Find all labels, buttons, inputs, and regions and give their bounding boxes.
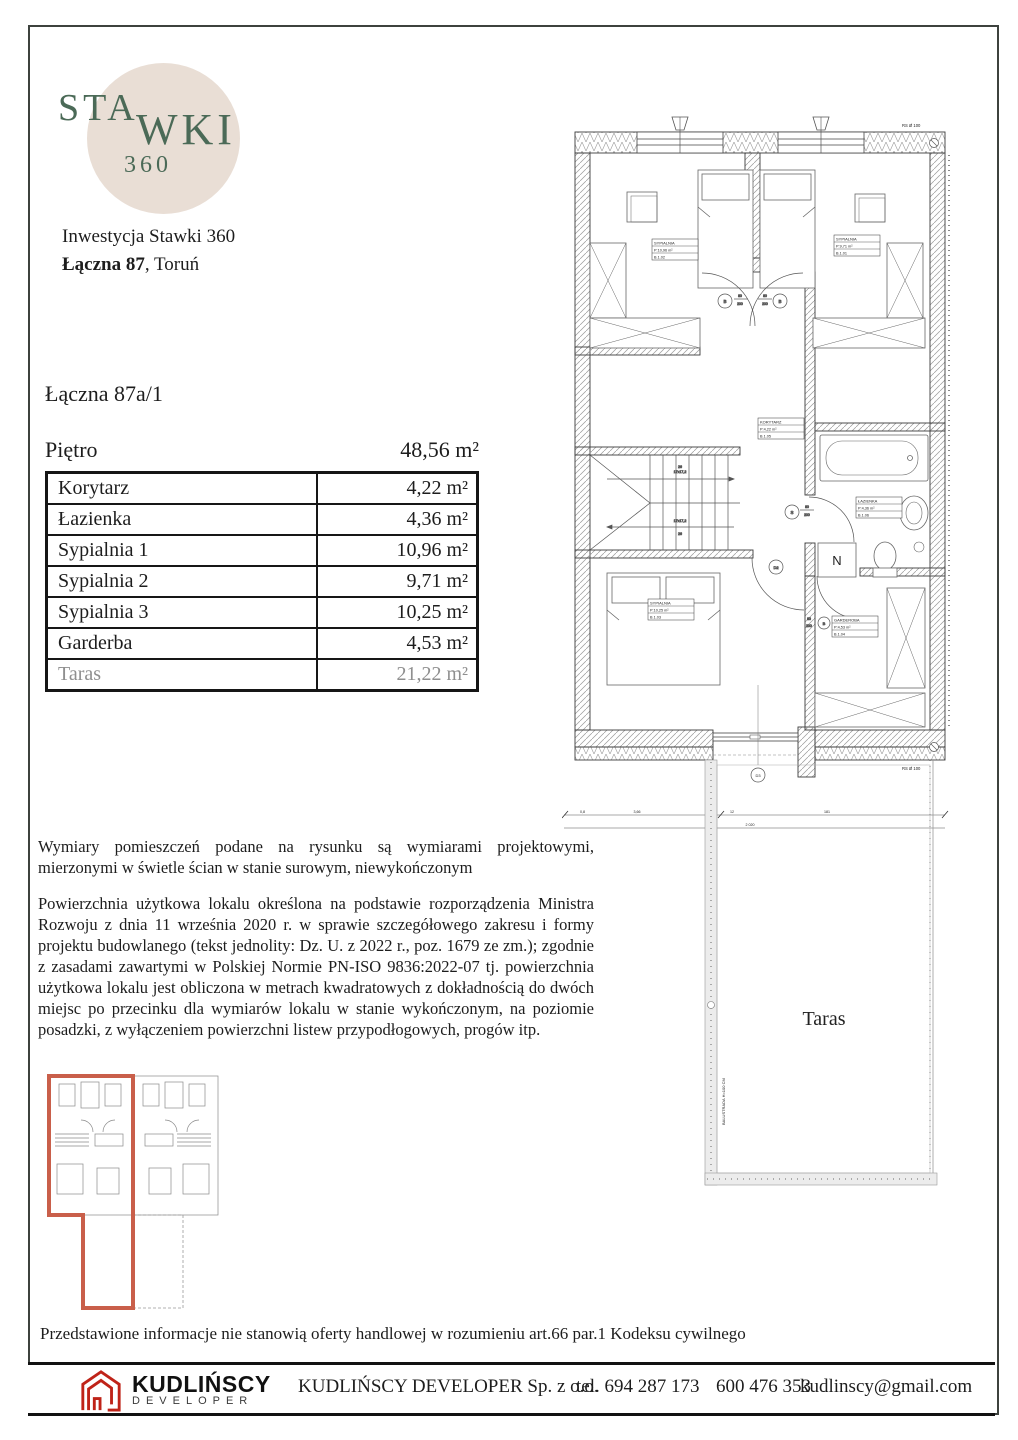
svg-text:P:9,71 m²: P:9,71 m²	[836, 244, 853, 249]
svg-text:SYPIALNIA: SYPIALNIA	[654, 240, 675, 246]
svg-text:P:4,22 m²: P:4,22 m²	[760, 427, 777, 432]
garderoba-furniture	[806, 576, 925, 727]
logo-text-360: 360	[124, 152, 172, 178]
svg-text:B.1.06: B.1.06	[858, 513, 869, 518]
svg-text:RS Ø 100: RS Ø 100	[902, 123, 921, 128]
svg-text:P:10,96 m²: P:10,96 m²	[654, 248, 673, 253]
bathtub-icon	[820, 435, 928, 481]
svg-text:200: 200	[804, 513, 810, 517]
staircase	[590, 455, 740, 550]
svg-text:0,8: 0,8	[580, 810, 585, 814]
neighbor-terrace-outline	[133, 1215, 183, 1308]
footer-phone-2: 600 476 353	[716, 1376, 811, 1397]
room-name: Taras	[47, 659, 318, 691]
balustrade-label: BALUSTRADA H=100 CM	[721, 1078, 726, 1125]
svg-text:B: B	[723, 299, 727, 304]
svg-text:181: 181	[824, 810, 830, 814]
footer-phone-1: tel. 694 287 173	[576, 1376, 700, 1397]
svg-text:17x17,2: 17x17,2	[673, 470, 687, 474]
svg-text:B.1.04: B.1.04	[834, 632, 845, 637]
brand-subtitle: DEVELOPER	[132, 1394, 254, 1407]
terrace-door	[713, 685, 798, 782]
svg-text:B.1.03: B.1.03	[650, 615, 661, 620]
room-name: Sypialnia 2	[47, 566, 318, 597]
footer-email: kudlinscy@gmail.com	[800, 1376, 973, 1397]
regulation-note: Powierzchnia użytkowa lokalu określona na podstawie rozporządzenia Ministra Rozwoju z dnia 11 września 2020 r. w sprawie szczegółowego zakresu i formy projektu budowlanego (tekst jednolity: Dz. U. z 2022 r., poz. 1679 ze zm.); zgodnie z zasadami zawartymi w Polskiej Normie PN-ISO 9836:2022-07 tj. powierzchnia użytkowa lokalu jest obliczona w metrach kwadratowych z dokładnością do dwóch miejsc po przecinku dla wymiarów lokalu w stanie wykończonym, na poziomie posadzki, z wyłączeniem powierzchni listew przypodłogowych, progów itp.	[38, 894, 594, 1039]
table-row	[47, 628, 478, 659]
unit-title: Łączna 87a/1	[45, 381, 163, 406]
house-logo-icon	[78, 1368, 124, 1412]
svg-text:KORYTARZ: KORYTARZ	[760, 419, 782, 425]
wardrobe-icon	[887, 243, 923, 318]
wardrobe-icon	[590, 243, 626, 318]
svg-text:D2: D2	[773, 565, 779, 570]
room-name: Łazienka	[47, 504, 318, 535]
footer-company: KUDLIŃSCY DEVELOPER Sp. z o.o.	[298, 1376, 599, 1397]
svg-text:GARDEROBA: GARDEROBA	[834, 617, 860, 623]
bedroom3-door	[752, 558, 804, 610]
room-area-table	[45, 471, 479, 692]
svg-text:S: S	[790, 510, 794, 515]
svg-text:26: 26	[678, 532, 682, 536]
address-city: , Toruń	[144, 254, 200, 275]
room-area: 21,22 m²	[317, 659, 478, 691]
room-label-garderoba	[832, 616, 878, 637]
room-area: 10,25 m²	[317, 597, 478, 628]
table-row	[47, 566, 478, 597]
floor-area: 48,56 m²	[400, 437, 479, 462]
svg-text:80: 80	[763, 294, 767, 298]
svg-text:SYPIALNIA: SYPIALNIA	[650, 600, 671, 606]
footer-band	[28, 1362, 995, 1416]
floor-plan-drawing	[562, 115, 1012, 1215]
brand-name: KUDLIŃSCY	[132, 1370, 271, 1397]
svg-text:SYPIALNIA: SYPIALNIA	[836, 236, 857, 242]
room-label-lazienka	[856, 497, 902, 518]
svg-text:P:10,25 m²: P:10,25 m²	[650, 608, 669, 613]
svg-text:2 020: 2 020	[745, 823, 755, 827]
developer-logo	[78, 1368, 271, 1412]
room-label-sypialnia2	[834, 235, 880, 256]
bathroom-door	[785, 497, 854, 542]
svg-text:80: 80	[738, 294, 742, 298]
wardrobe-icon	[815, 693, 925, 727]
svg-text:B: B	[778, 299, 782, 304]
table-row	[47, 473, 478, 505]
svg-text:B.1.05: B.1.05	[760, 434, 771, 439]
svg-text:200: 200	[806, 624, 812, 628]
wardrobe-icon	[887, 588, 925, 688]
svg-text:B: B	[822, 621, 826, 626]
table-row	[47, 504, 478, 535]
room-label-korytarz	[758, 418, 804, 439]
svg-text:B.1.01: B.1.01	[836, 251, 847, 256]
legal-disclaimer: Przedstawione informacje nie stanowią oferty handlowej w rozumieniu art.66 par.1 Kodeksu cywilnego	[40, 1324, 746, 1343]
svg-text:P:4,53 m²: P:4,53 m²	[834, 625, 851, 630]
svg-text:ŁAZIENKA: ŁAZIENKA	[858, 498, 878, 504]
address-street: Łączna 87	[62, 254, 145, 275]
measurement-note: Wymiary pomieszczeń podane na rysunku są wymiarami projektowymi, mierzonymi w świetle ścian w stanie surowym, niewykończonym	[38, 837, 594, 877]
investment-address	[62, 254, 199, 276]
svg-text:RS Ø 100: RS Ø 100	[902, 766, 921, 771]
bedroom3-furniture	[607, 558, 804, 685]
floor-summary	[45, 437, 479, 463]
logo-text-wki: WKI	[136, 105, 236, 154]
table-row-taras	[47, 659, 478, 691]
table-row	[47, 535, 478, 566]
room-name: Korytarz	[47, 473, 318, 505]
room-name: Sypialnia 1	[47, 535, 318, 566]
svg-text:N: N	[832, 553, 842, 568]
dimension-lines	[562, 810, 948, 828]
terrace-label: Taras	[802, 1008, 846, 1030]
washbasin-icon	[900, 496, 928, 530]
svg-text:26: 26	[678, 465, 682, 469]
room-label-sypialnia1	[652, 239, 698, 260]
svg-text:P:4,36 m²: P:4,36 m²	[858, 506, 875, 511]
room-name: Sypialnia 3	[47, 597, 318, 628]
room-area: 9,71 m²	[317, 566, 478, 597]
washing-machine-marker	[818, 543, 856, 577]
mini-location-plan	[45, 1072, 235, 1322]
dresser-icon	[590, 318, 700, 348]
floor-label: Piętro	[45, 437, 98, 462]
room-area: 4,36 m²	[317, 504, 478, 535]
terrace	[705, 760, 937, 1185]
svg-text:200: 200	[737, 302, 743, 306]
svg-text:B.1.02: B.1.02	[654, 255, 665, 260]
investment-name: Inwestycja Stawki 360	[62, 226, 236, 247]
room-area: 10,96 m²	[317, 535, 478, 566]
svg-text:17x17,2: 17x17,2	[673, 519, 687, 523]
svg-text:D3: D3	[755, 773, 761, 778]
room-area: 4,53 m²	[317, 628, 478, 659]
svg-text:200: 200	[762, 302, 768, 306]
table-row	[47, 597, 478, 628]
svg-text:80: 80	[807, 617, 811, 621]
bedroom2-furniture	[760, 170, 925, 348]
logo-text-sta: STA	[58, 87, 139, 129]
unit-highlight-outline	[49, 1076, 133, 1308]
svg-text:12: 12	[730, 810, 734, 814]
svg-text:3,66: 3,66	[633, 810, 641, 814]
svg-text:80: 80	[805, 505, 809, 509]
room-area: 4,22 m²	[317, 473, 478, 505]
room-name: Garderba	[47, 628, 318, 659]
dresser-icon	[813, 318, 925, 348]
room-label-sypialnia3	[648, 599, 694, 620]
